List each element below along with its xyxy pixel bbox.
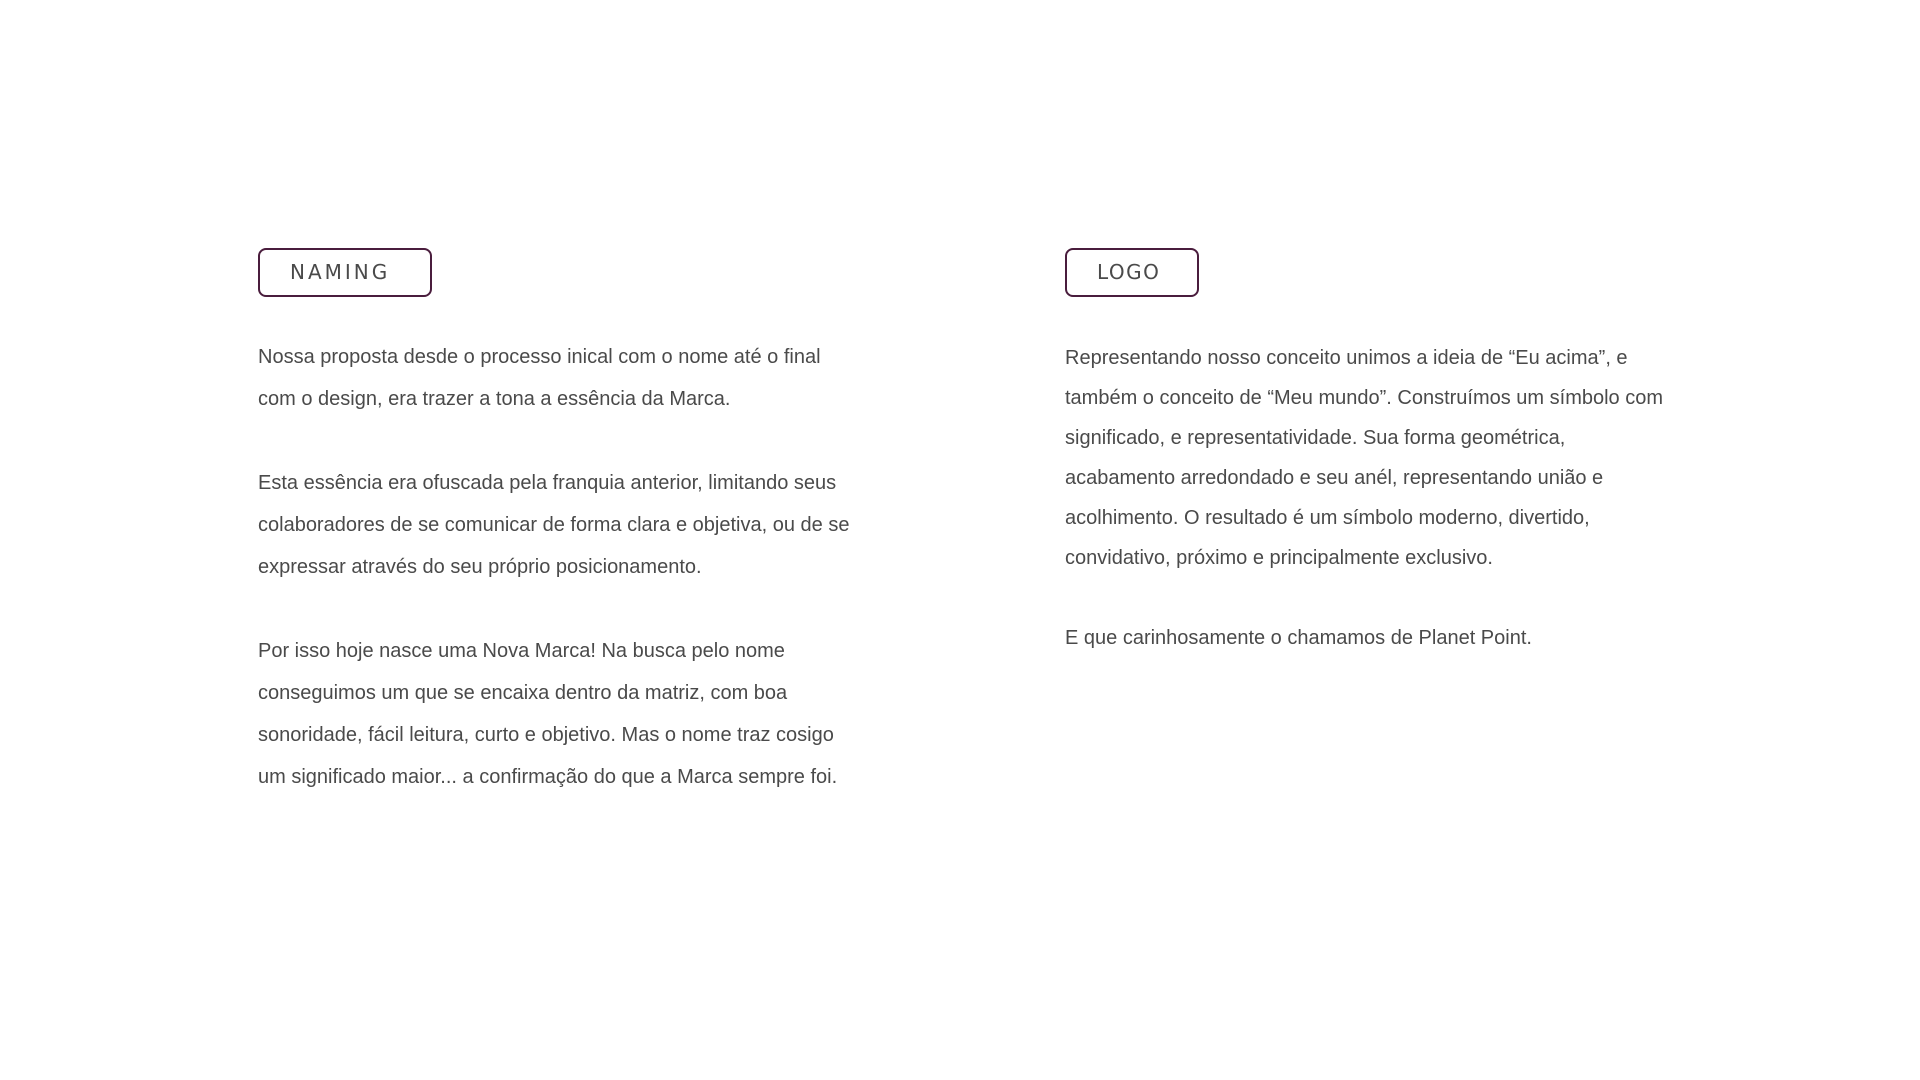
naming-paragraph-3: Por isso hoje nasce uma Nova Marca! Na busca pelo nome conseguimos um que se encaixa dentro da matriz, com boa sonoridade, fácil leitura, curto e objetivo. Mas o nome traz cosigo um significado maior... a confirmação do que a Marca sempre foi. <box>258 640 838 788</box>
naming-paragraph-1: Nossa proposta desde o processo inical com o nome até o final com o design, era trazer a tona a essência da Marca. <box>258 346 821 410</box>
naming-section <box>258 248 858 798</box>
naming-tag: NAMING <box>258 248 432 297</box>
logo-section <box>1065 248 1675 658</box>
naming-paragraph-2: Esta essência era ofuscada pela franquia anterior, limitando seus colaboradores de se comunicar de forma clara e objetiva, ou de se expressar através do seu próprio posicionamento. <box>258 472 850 578</box>
logo-paragraph-1: Representando nosso conceito unimos a ideia de “Eu acima”, e também o conceito de “Meu mundo”. Construímos um símbolo com significado, e representatividade. Sua forma geométrica, acabamento arredondado e seu anél, representando união e acolhimento. O resultado é um símbolo moderno, divertido, convidativo, próximo e principalmente exclusivo. <box>1065 347 1664 569</box>
logo-paragraph-2: E que carinhosamente o chamamos de Planet Point. <box>1065 627 1532 649</box>
logo-tag: LOGO <box>1065 248 1199 297</box>
